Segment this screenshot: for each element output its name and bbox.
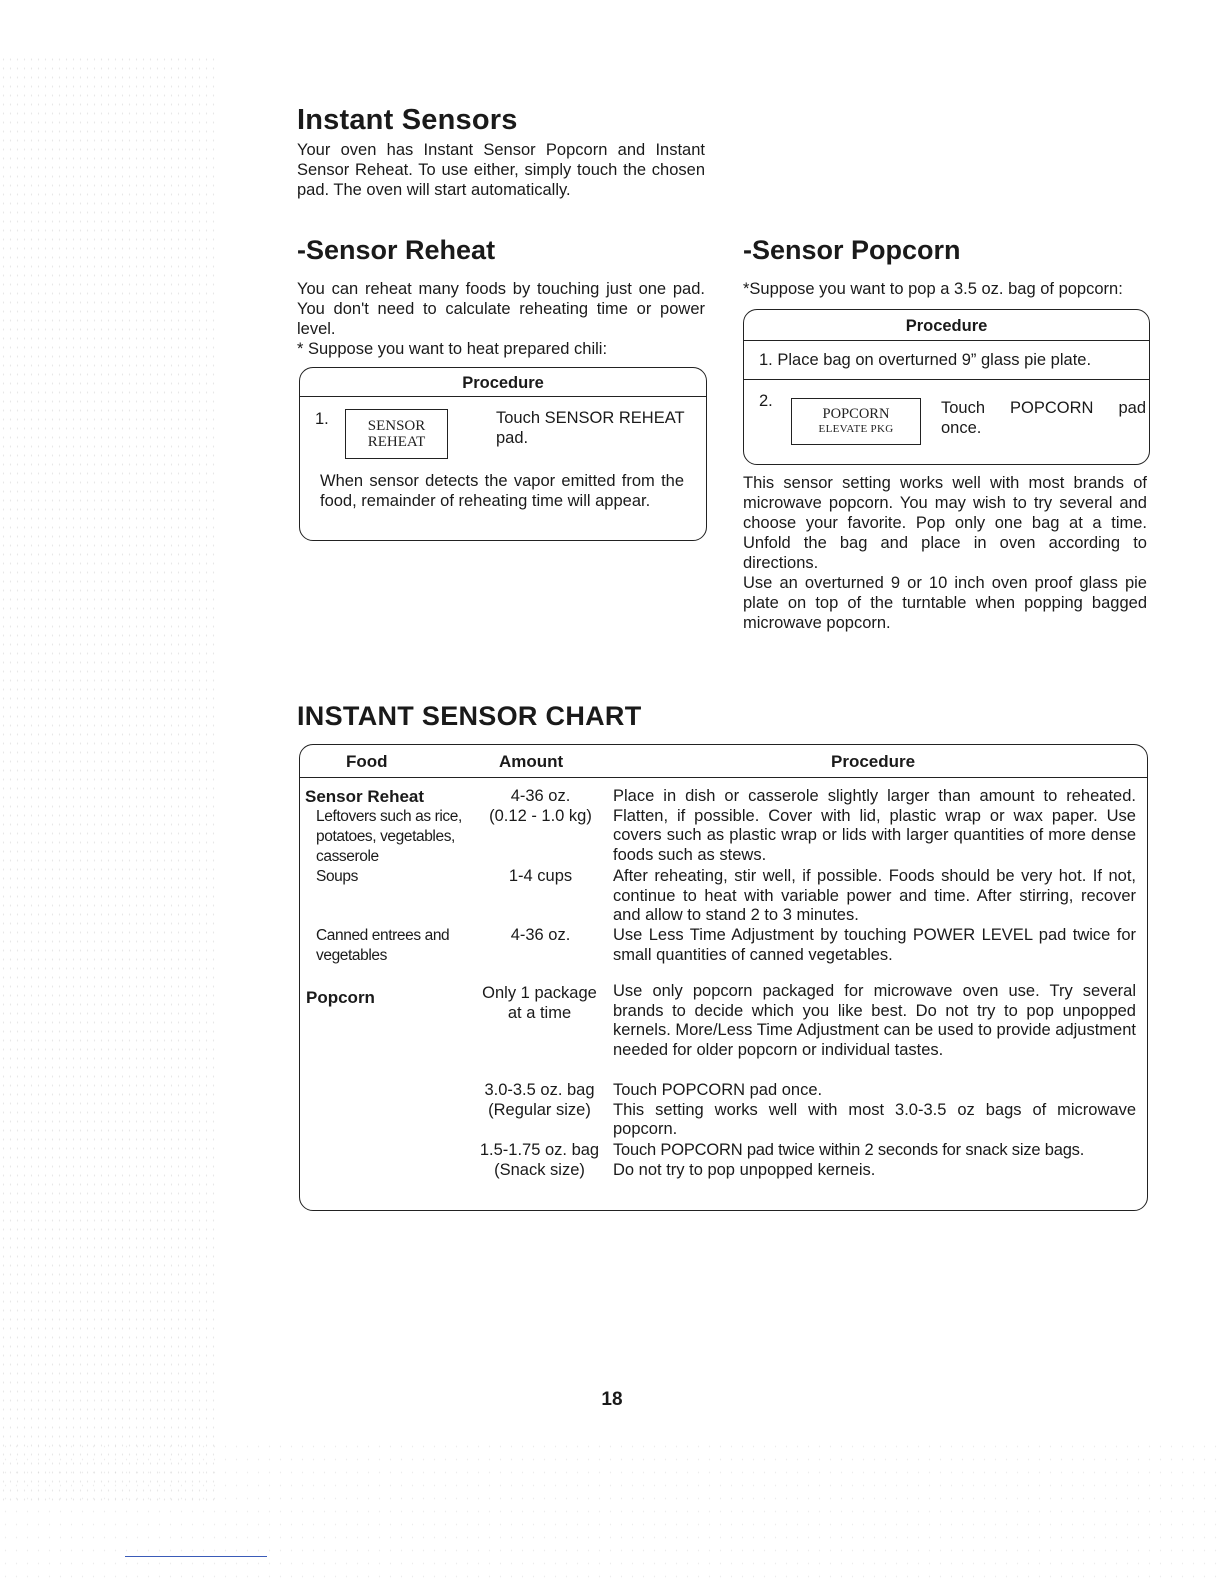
sensor-chart-table (299, 744, 1148, 1211)
chart-header-divider (300, 777, 1147, 778)
procedure-line: Do not try to pop unpopped kerneis. (613, 1160, 876, 1179)
reheat-step-number: 1. (315, 410, 329, 428)
amount-primary: Only 1 package (482, 984, 597, 1002)
pad-label-line1: SENSOR (367, 418, 426, 434)
column-header-food: Food (346, 752, 388, 771)
reheat-note: When sensor detects the vapor emitted from the food, remainder of reheating time will appear. (320, 472, 684, 510)
amount-canned: 4-36 oz. (510, 926, 571, 944)
popcorn-procedure-box (743, 309, 1150, 465)
popcorn-step2-text: Touch POPCORN pad once. (941, 399, 1146, 437)
intro-paragraph: Your oven has Instant Sensor Popcorn and Instant Sensor Reheat. To use either, simply touch the chosen pad. The oven will start automatically. (297, 141, 705, 199)
procedure-popcorn-snack (613, 1141, 1139, 1180)
popcorn-step-number: 2. (759, 392, 773, 410)
column-header-procedure: Procedure (831, 752, 916, 771)
popcorn-paragraph: This sensor setting works well with most brands of microwave popcorn. You may wish to try several and choose your favorite. Pop only one bag at a time. Unfold the bag and place in oven according to directions. (743, 474, 1147, 572)
amount-primary: 4-36 oz. (510, 787, 571, 805)
procedure-canned: Use Less Time Adjustment by touching POWER LEVEL pad twice for small quantities of canned vegetables. (613, 926, 1136, 964)
procedure-line: This setting works well with most 3.0-3.5 oz bags of microwave popcorn. (613, 1100, 1136, 1139)
food-group-popcorn: Popcorn (306, 988, 375, 1007)
reheat-title: -Sensor Reheat (297, 235, 496, 265)
food-item-soups: Soups (316, 868, 358, 885)
reheat-procedure-box (299, 367, 707, 541)
amount-primary: 3.0-3.5 oz. bag (484, 1081, 595, 1099)
procedure-popcorn-package: Use only popcorn packaged for microwave oven use. Try several brands to decide which you like best. Do not try to pop unpopped kernels. More/Less Time Adjustment can be used to provide adjustment needed for older popcorn or individual tastes. (613, 982, 1136, 1060)
food-group-sensor-reheat: Sensor Reheat (305, 787, 425, 806)
procedure-line: Touch POPCORN pad twice within 2 seconds for snack size bags. (613, 1141, 1085, 1159)
reheat-step-text: Touch SENSOR REHEAT pad. (496, 409, 685, 447)
pad-label-line1: POPCORN (822, 406, 890, 422)
footer-rule (125, 1556, 267, 1557)
scan-noise-bottom (0, 1440, 1224, 1580)
popcorn-procedure-header: Procedure (744, 310, 1149, 341)
popcorn-pad (791, 398, 921, 445)
food-item-leftovers: Leftovers such as rice, potatoes, vegetables, casserole (316, 808, 462, 865)
amount-popcorn-regular (472, 1081, 607, 1120)
popcorn-plate-tip: Use an overturned 9 or 10 inch oven proof glass pie plate on top of the turntable when popping bagged microwave popcorn. (743, 574, 1147, 632)
reheat-paragraph: You can reheat many foods by touching just one pad. You don't need to calculate reheating time or power level. (297, 280, 705, 338)
chart-title: INSTANT SENSOR CHART (297, 701, 642, 731)
page-title: Instant Sensors (297, 104, 518, 136)
scan-noise-left (0, 55, 215, 1505)
procedure-leftovers: Place in dish or casserole slightly larger than amount to reheated. Flatten, if possible. Cover with lid, plastic wrap or wax paper. Use covers such as plastic wrap or lids with larger quantities of more dense foods such as stews. (613, 787, 1136, 865)
amount-popcorn-snack (472, 1141, 607, 1180)
page-number: 18 (601, 1389, 623, 1410)
procedure-line: Touch POPCORN pad once. (613, 1081, 823, 1099)
pad-label-line2: REHEAT (367, 434, 426, 450)
amount-popcorn-package (472, 984, 607, 1023)
pad-label-line2: ELEVATE PKG (818, 423, 894, 435)
food-item-canned: Canned entrees and vegetables (316, 927, 450, 964)
procedure-popcorn-regular (613, 1081, 1136, 1140)
amount-primary: 1.5-1.75 oz. bag (479, 1141, 600, 1159)
column-header-amount: Amount (499, 752, 564, 771)
popcorn-example: *Suppose you want to pop a 3.5 oz. bag of popcorn: (743, 280, 1123, 298)
amount-secondary: (Snack size) (494, 1160, 585, 1179)
reheat-procedure-header: Procedure (300, 368, 706, 397)
reheat-example: * Suppose you want to heat prepared chili: (297, 340, 608, 358)
amount-secondary: (0.12 - 1.0 kg) (489, 806, 592, 825)
popcorn-title: -Sensor Popcorn (743, 235, 961, 265)
procedure-soups: After reheating, stir well, if possible. Foods should be very hot. If not, continue to heat with variable power and time. After stirring, recover and allow to stand 2 to 3 minutes. (613, 867, 1136, 925)
amount-leftovers (478, 787, 603, 826)
amount-secondary: (Regular size) (488, 1100, 591, 1119)
popcorn-step1: 1. Place bag on overturned 9” glass pie plate. (744, 341, 1149, 380)
amount-soups: 1-4 cups (508, 867, 573, 885)
sensor-reheat-pad (345, 409, 448, 459)
amount-secondary: at a time (507, 1003, 572, 1022)
